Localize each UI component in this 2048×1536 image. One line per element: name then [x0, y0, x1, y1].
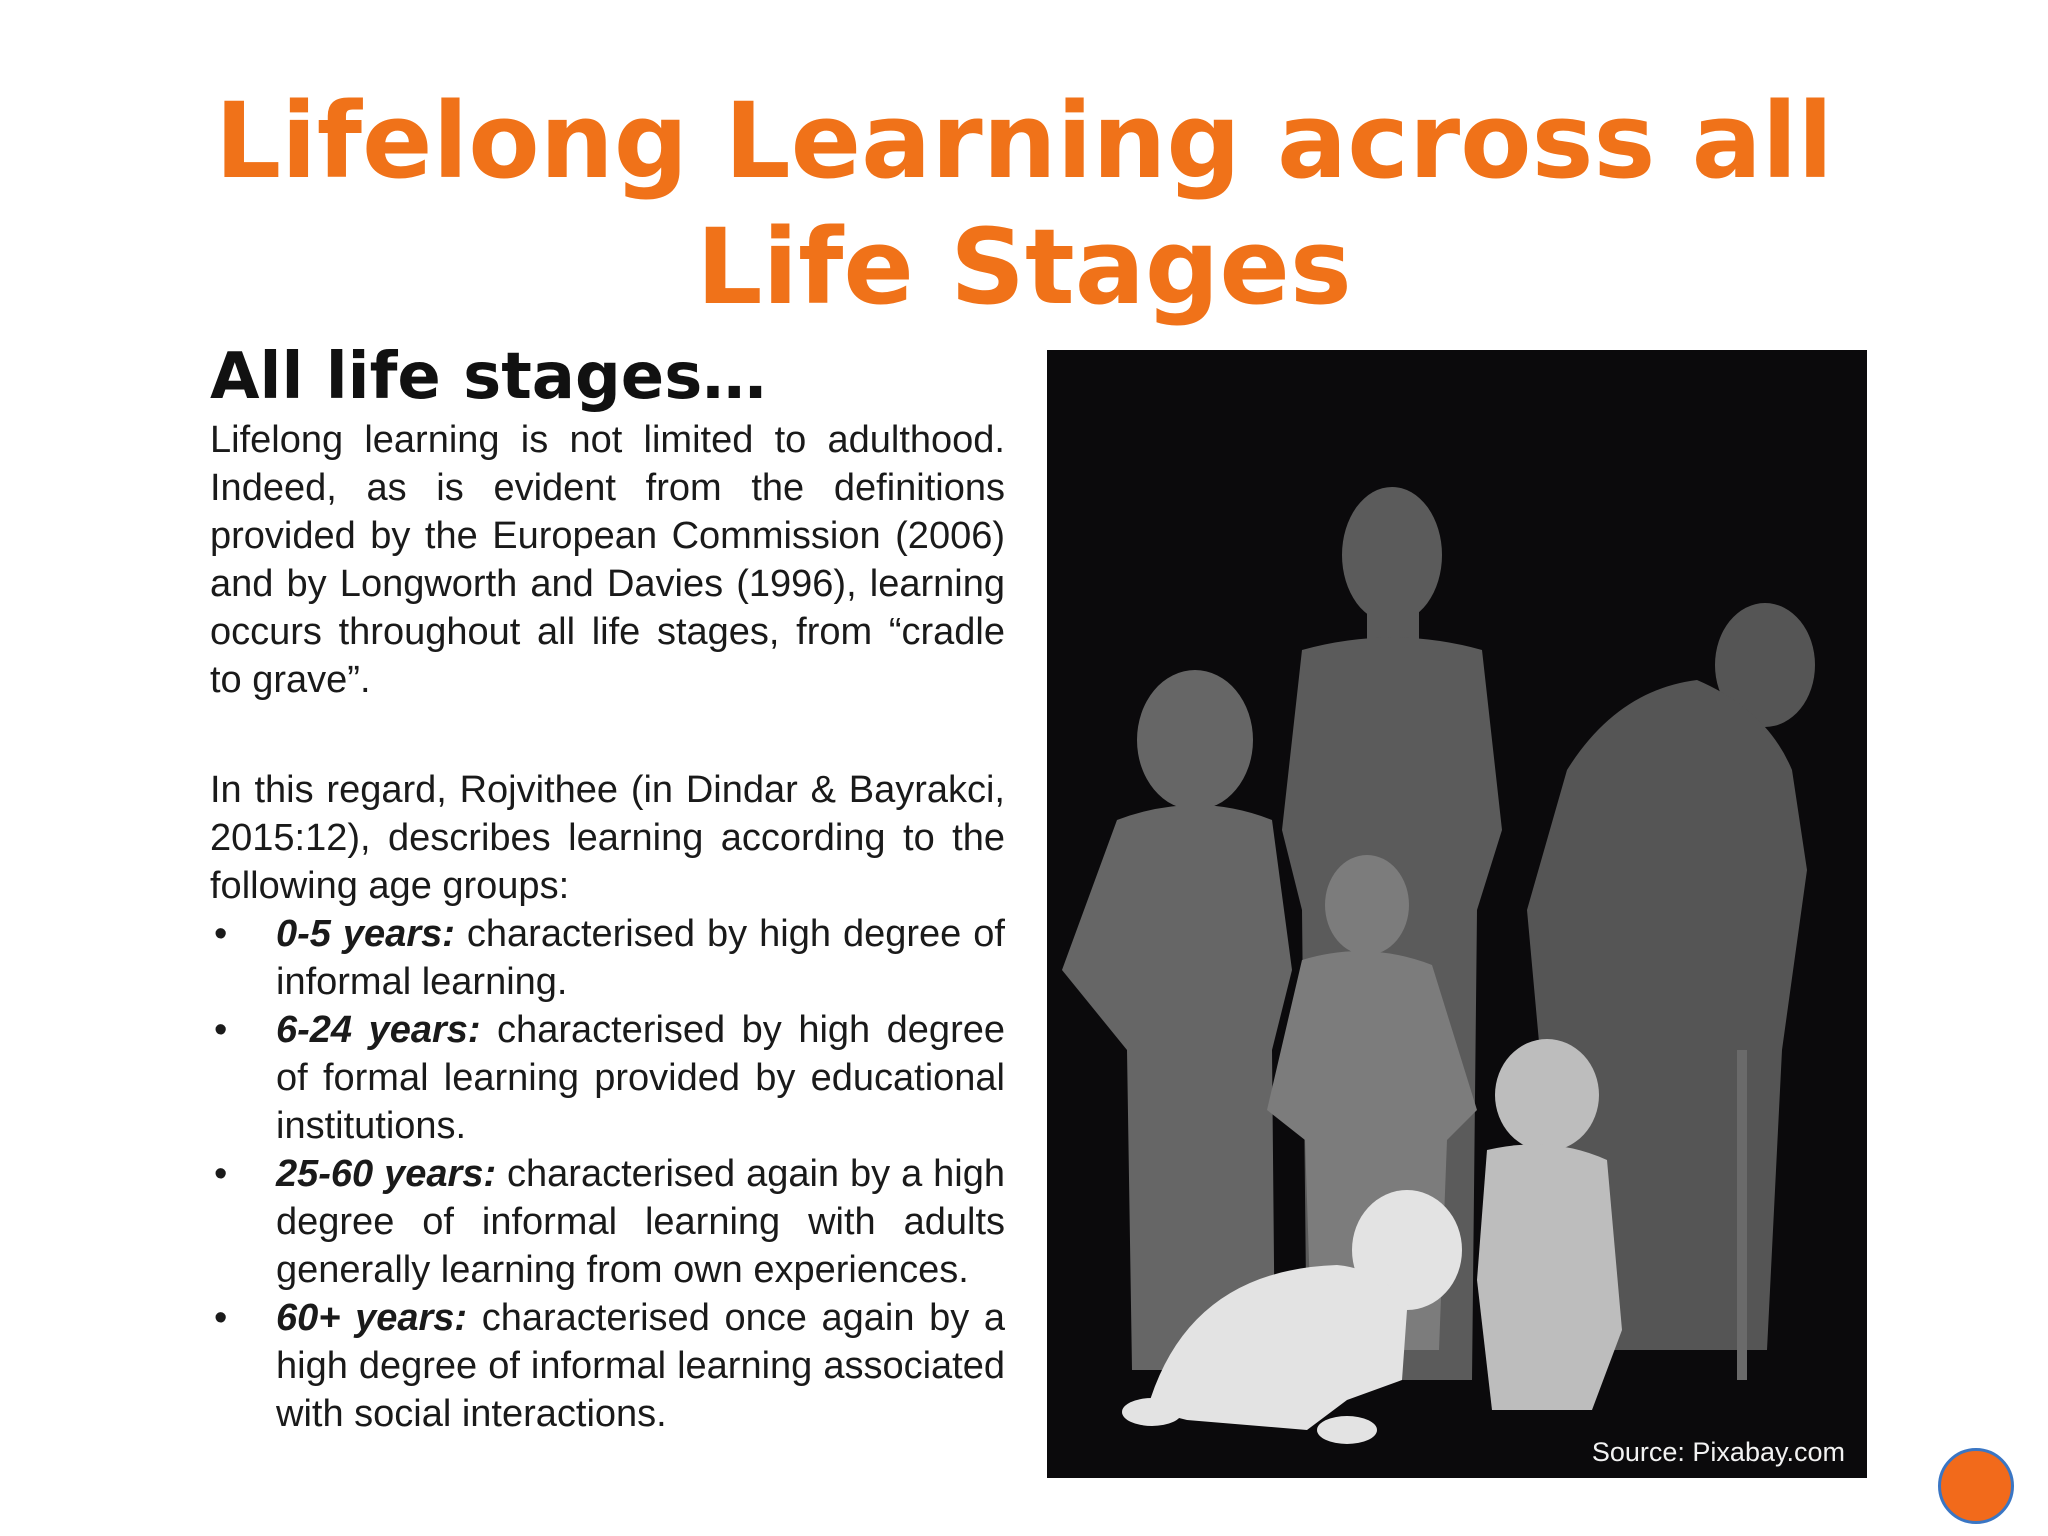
slide-title: [0, 78, 2048, 330]
age-description: characterised by high degree of informal learning.: [276, 913, 1005, 1003]
list-item: [210, 1150, 1005, 1294]
age-label: 25-60 years:: [276, 1153, 497, 1195]
bullet-marker: •: [214, 1009, 228, 1051]
paragraph-1: Lifelong learning is not limited to adulthood. Indeed, as is evident from the definitions provided by the European Commission (2006) and by Longworth and Davies (1996), learning occurs throughout all life stages, from “cradle to grave”.: [210, 419, 1005, 701]
age-description: characterised by high degree of formal learning provided by educational institutions.: [276, 1009, 1005, 1147]
age-label: 6-24 years:: [276, 1009, 481, 1051]
image-source-credit: Source: Pixabay.com: [1591, 1437, 1845, 1467]
age-description: characterised once again by a high degree of informal learning associated with social interactions.: [276, 1297, 1006, 1435]
title-line-1: Lifelong Learning across all: [214, 80, 1834, 202]
bullet-marker: •: [214, 1297, 228, 1339]
life-stages-silhouette-image: [1047, 350, 1867, 1478]
bullet-marker: •: [214, 1153, 228, 1195]
list-item: [210, 1006, 1005, 1150]
age-label: 0-5 years:: [276, 913, 455, 955]
age-label: 60+ years:: [276, 1297, 468, 1339]
circle-button-icon[interactable]: [1938, 1448, 2014, 1524]
age-description: characterised again by a high degree of informal learning with adults generally learning from own experiences.: [276, 1153, 1005, 1291]
subheading: All life stages…: [210, 340, 767, 414]
age-group-list: [210, 910, 1005, 1438]
list-item: [210, 910, 1005, 1006]
title-line-2: Life Stages: [696, 206, 1352, 328]
paragraph-2: In this regard, Rojvithee (in Dindar & Bayrakci, 2015:12), describes learning according to the following age groups:: [210, 769, 1005, 907]
text-column: [210, 338, 1005, 1438]
child-silhouette: [1062, 670, 1292, 1370]
list-item: [210, 1294, 1005, 1438]
bullet-marker: •: [214, 913, 228, 955]
silhouettes-illustration: [1047, 350, 1867, 1478]
